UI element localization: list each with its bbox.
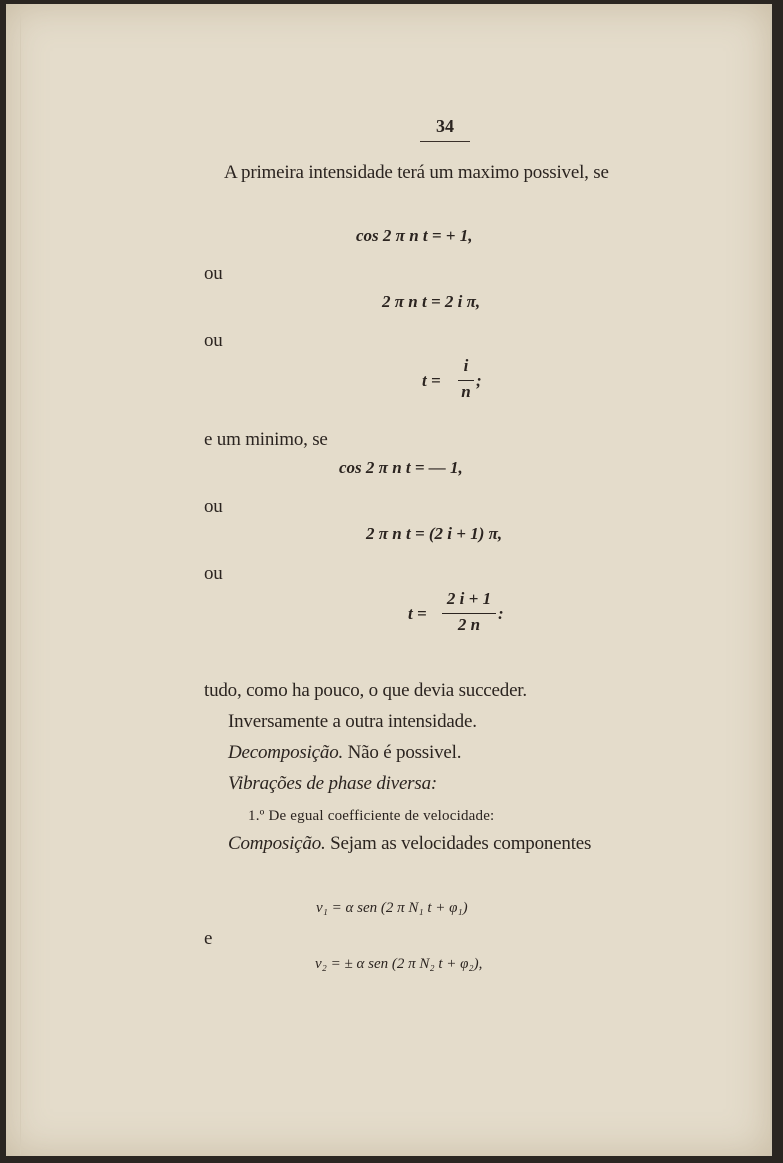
vibracoes-heading: Vibrações de phase diversa: [228, 773, 437, 794]
bleed-through-text [626, 204, 630, 221]
equation-6-end: : [498, 604, 504, 623]
minimo-line: e um minimo, se [204, 429, 328, 450]
ou-4: ou [204, 563, 223, 584]
page-number-rule [420, 141, 470, 142]
equation-3-numerator: i [463, 356, 469, 375]
egual-coefficiente-line: 1.º De egual coefficiente de velocidade: [248, 808, 495, 824]
equation-6-fraction [442, 589, 496, 635]
equation-3-denominator: n [461, 382, 471, 401]
intro-line: A primeira intensidade terá um maximo possivel, se [224, 162, 609, 183]
equation-1: cos 2 π n t = + 1, [356, 226, 473, 245]
ou-3: ou [204, 496, 223, 517]
fraction-bar [458, 380, 474, 381]
decomposicao-label: Decomposição. [228, 742, 344, 763]
book-page [6, 4, 772, 1156]
composicao-text: Sejam as velocidades componentes [325, 833, 592, 854]
equation-6-denominator: 2 n [457, 615, 481, 634]
equation-3-lhs: t = [422, 371, 441, 390]
equation-4: cos 2 π n t = — 1, [339, 458, 463, 477]
tudo-line: tudo, como ha pouco, o que devia succeder. [204, 680, 527, 701]
equation-6-lhs: t = [408, 604, 427, 623]
equation-5: 2 π n t = (2 i + 1) π, [366, 524, 503, 543]
equation-6-numerator: 2 i + 1 [446, 589, 492, 608]
page-edge-line [20, 14, 21, 1154]
decomposicao-line [228, 742, 461, 764]
composicao-label: Composição. [228, 833, 326, 854]
page-number: 34 [436, 116, 454, 136]
fraction-bar [442, 613, 496, 614]
decomposicao-text: Não é possivel. [343, 742, 462, 763]
ou-2: ou [204, 330, 223, 351]
equation-7: v₁ = α sen (2 π N₁ t + φ₁) [316, 900, 468, 916]
equation-2: 2 π n t = 2 i π, [382, 292, 481, 311]
ou-1: ou [204, 263, 223, 284]
equation-3-fraction [458, 356, 474, 402]
e-line: e [204, 928, 213, 949]
composicao-line [228, 833, 591, 855]
inversamente-line: Inversamente a outra intensidade. [228, 711, 477, 732]
equation-8: v₂ = ± α sen (2 π N₂ t + φ₂), [315, 956, 483, 972]
equation-3-end: ; [476, 371, 482, 390]
